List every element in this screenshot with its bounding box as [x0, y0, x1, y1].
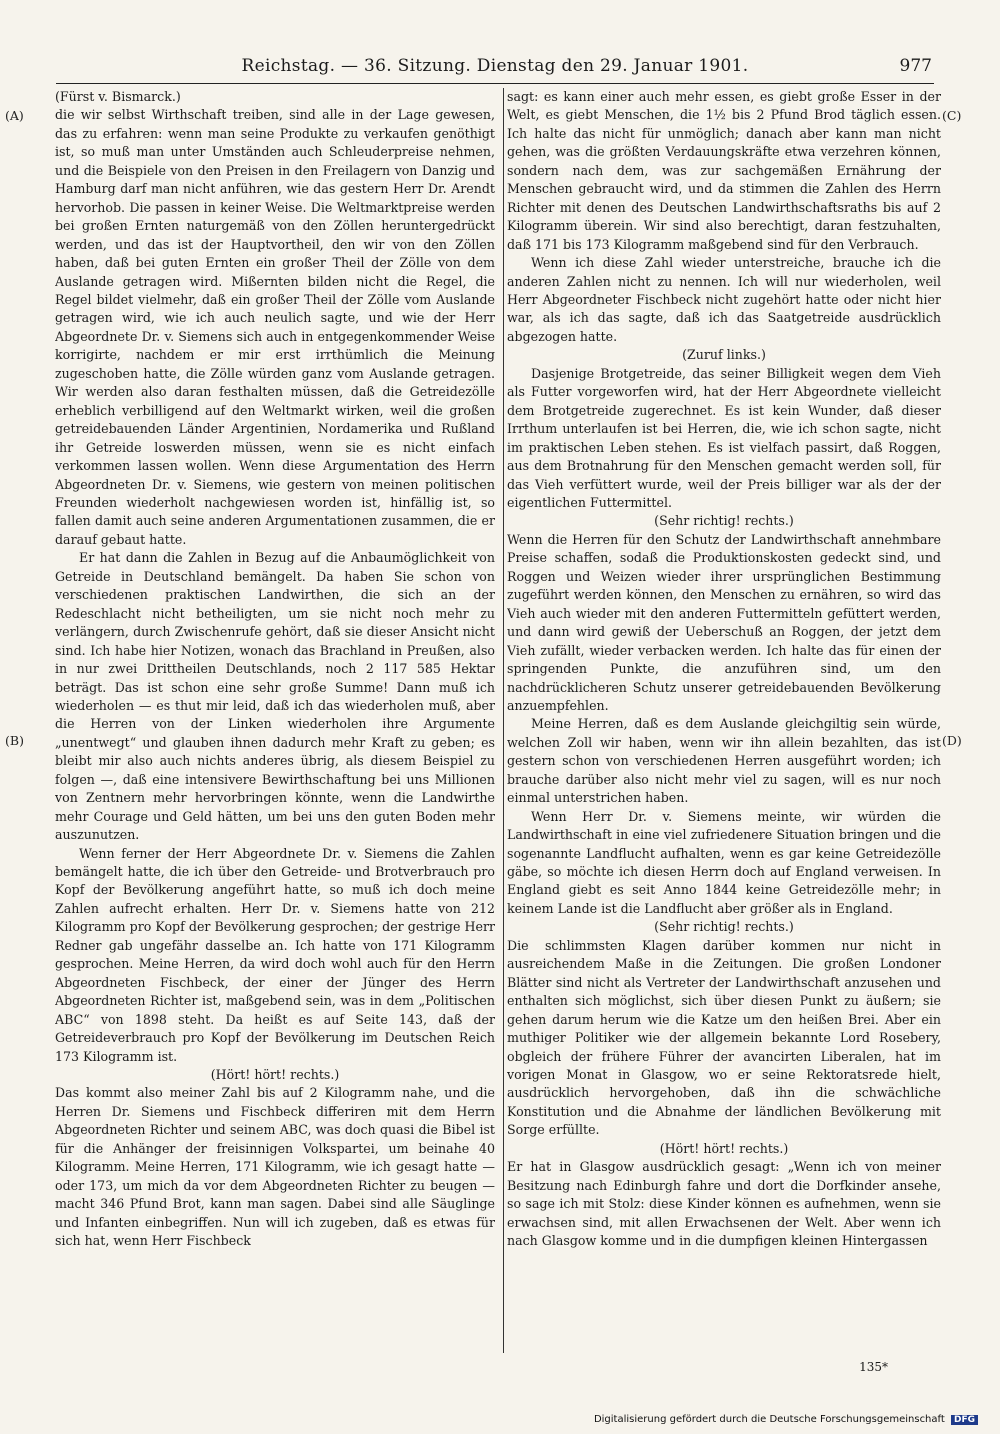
- paragraph: Er hat dann die Zahlen in Bezug auf die Anbaumöglichkeit von Getreide in Deutschland bemängelt. Da haben Sie schon von verschiedenen praktischen Landwirthen, die sich an der Redeschlacht nicht betheiligten, um sie nicht noch mehr zu verlängern, durch Zwischenrufe gehört, daß sie dieser Ansicht nicht sind. Ich habe hier Notizen, wonach das Brachland in Preußen, also in nur zwei Drittheilen Deutschlands, noch 2 117 585 Hektar beträgt. Das ist schon eine sehr große Summe! Dann muß ich wiederholen — es thut mir leid, daß ich das wiederholen muß, aber die Herren von der Linken wiederholen ihre Argumente „unentwegt“ und glauben ihnen dadurch mehr Kraft zu geben; es bleibt mir also auch nichts anderes übrig, als diesem Beispiel zu folgen —, daß eine intensivere Bewirthschaftung bei uns Millionen von Zentnern mehr hervorbringen könnte, wenn die Landwirthe mehr Courage und Geld hätten, um bei uns den guten Boden mehr auszunutzen.: [55, 550, 495, 843]
- left-column: [55, 88, 495, 1353]
- funding-note: [594, 1414, 978, 1425]
- margin-letter-d: (D): [942, 733, 962, 748]
- interjection: (Zuruf links.): [682, 347, 766, 363]
- funding-note-text: Digitalisierung gefördert durch die Deutsche Forschungsgemeinschaft: [593, 1414, 945, 1425]
- paragraph: Die schlimmsten Klagen darüber kommen nur nicht in ausreichendem Maße in die Zeitungen. Die großen Londoner Blätter sind nicht als Vertreter der Landwirthschaft anzusehen und enthalten sich möglichst, sich über diesen Punkt zu äußern; sie gehen darum herum wie die Katze um den heißen Brei. Aber ein muthiger Politiker wie der allgemein bekannte Lord Rosebery, obgleich der frühere Führer der avancirten Liberalen, hat im vorigen Monat in Glasgow, wo er seine Rektoratsrede hielt, ausdrücklich hervorgehoben, daß ihn die schwächliche Konstitution und die Abnahme der ländlichen Bevölkerung mit Sorge erfüllte.: [507, 937, 941, 1138]
- margin-letter-a: (A): [5, 108, 24, 123]
- header-title: Reichstag. — 36. Sitzung. Dienstag den 29. Januar 1901.: [241, 56, 749, 76]
- speaker-label: (Fürst v. Bismarck.): [55, 89, 181, 104]
- dfg-logo: DFG: [951, 1415, 978, 1425]
- paragraph: Meine Herren, daß es dem Auslande gleichgiltig sein würde, welchen Zoll wir haben, wenn wir ihn allein bezahlten, das ist gestern schon von verschiedenen Herren ausgeführt worden; ich brauche darüber also nicht mehr viel zu sagen, will es nur noch einmal unterstrichen haben.: [507, 716, 941, 806]
- paragraph: sagt: es kann einer auch mehr essen, es giebt große Esser in der Welt, es giebt Menschen, die 1½ bis 2 Pfund Brod täglich essen. Ich halte das nicht für unmöglich; danach aber kann man nicht gehen, was die größten Verdauungskräfte etwa verzehren können, sondern nach dem, was zur sachgemäßen Ernährung der Menschen gebraucht wird, und da stimmen die Zahlen des Herrn Richter mit denen des Deutschen Landwirthschaftsraths bis auf 2 Kilogramm überein. Wir sind also berechtigt, daran festzuhalten, daß 171 bis 173 Kilogramm maßgebend sind für den Verbrauch.: [507, 89, 941, 252]
- page-number: 977: [899, 56, 932, 76]
- paragraph: Wenn Herr Dr. v. Siemens meinte, wir würden die Landwirthschaft in eine viel zufriedenere Situation bringen und die sogenannte Landflucht aufhalten, wenn es gar keine Getreidezölle gäbe, so möchte ich diesen Herrn doch auf England verweisen. In England giebt es seit Anno 1844 keine Getreidezölle mehr; in keinem Lande ist die Landflucht aber größer als in England.: [507, 808, 941, 916]
- paragraph: Das kommt also meiner Zahl bis auf 2 Kilogramm nahe, und die Herren Dr. Siemens und Fischbeck differiren mit dem Herrn Abgeordneten Richter und seinem ABC, was doch quasi die Bibel ist für die Anhänger der freisinnigen Volkspartei, um beinahe 40 Kilogramm. Meine Herren, 171 Kilogramm, wie ich gesagt hatte — oder 173, um mich da vor dem Abgeordneten Richter zu beugen — macht 346 Pfund Brot, kann man sagen. Dabei sind alle Säuglinge und Infanten einbegriffen. Nun will ich zugeben, daß es etwas für sich hat, wenn Herr Fischbeck: [55, 1085, 495, 1249]
- page-header: [56, 55, 934, 84]
- paragraph: Dasjenige Brotgetreide, das seiner Billigkeit wegen dem Vieh als Futter vorgeworfen wird, hat der Herr Abgeordnete vielleicht dem Brotgetreide zugerechnet. Es ist kein Wunder, daß dieser Irrthum unterlaufen ist bei Herren, die, wie ich schon sagte, nicht im praktischen Leben stehen. Es ist vielfach passirt, daß Roggen, aus dem Brotnahrung für den Menschen gemacht werden soll, für das Vieh verfüttert wurde, weil der Preis billiger war als der der eigentlichen Futtermittel.: [507, 365, 941, 510]
- paragraph: Wenn ich diese Zahl wieder unterstreiche, brauche ich die anderen Zahlen nicht zu nennen. Ich will nur wiederholen, weil Herr Abgeordneter Fischbeck nicht zugehört hatte oder nicht hier war, als ich das sagte, daß ich das Saatgetreide ausdrücklich abgezogen hatte.: [507, 255, 941, 344]
- margin-letter-c: (C): [942, 108, 962, 123]
- signature-mark: 135*: [859, 1360, 888, 1374]
- interjection: (Sehr richtig! rechts.): [654, 919, 794, 935]
- margin-letter-b: (B): [5, 733, 24, 748]
- column-divider: [503, 88, 504, 1353]
- interjection: (Hört! hört! rechts.): [210, 1067, 340, 1083]
- paragraph: die wir selbst Wirthschaft treiben, sind alle in der Lage gewesen, das zu erfahren: wenn man seine Produkte zu verkaufen genöthigt ist, so muß man unter Umständen auch Schleuderpreise nehmen, und die Beispiele von den Preisen in den Freilagern von Danzig und Hamburg darf man nicht anführen, wie das gestern Herr Dr. Arendt hervorhob. Die passen in keiner Weise. Die Weltmarktpreise werden bei großen Ernten naturgemäß von den Zöllen heruntergedrückt werden, und das ist der Hauptvortheil, den wir von den Zöllen haben, daß bei guten Ernten ein großer Theil der Zölle von dem Auslande getragen wird. Mißernten bilden nicht die Regel, die Regel bildet vielmehr, daß ein großer Theil der Zölle vom Auslande getragen wird, wie ich auch neulich sagte, und wie der Herr Abgeordnete Dr. v. Siemens sich auch in entgegenkommender Weise korrigirte, nachdem er mir erst irrthümlich die Meinung zugeschoben hatte, die Zölle würden ganz vom Auslande getragen. Wir werden also daran festhalten müssen, daß die Getreidezölle erheblich verbilligend auf den Weltmarkt wirken, weil die großen getreidebauenden Länder Argentinien, Nordamerika und Rußland ihr Getreide loswerden müssen, wenn sie es nicht einfach verkommen lassen wollen. Wenn diese Argumentation des Herrn Abgeordneten Dr. v. Siemens, wie gestern von meinen politischen Freunden wiederholt nachgewiesen worden ist, hinfällig ist, so fallen damit auch seine anderen Argumentationen zusammen, die er darauf gebaut hatte.: [55, 107, 495, 547]
- paragraph: Er hat in Glasgow ausdrücklich gesagt: „Wenn ich von meiner Besitzung nach Edinburgh fahre und dort die Dorfkinder ansehe, so sage ich mit Stolz: diese Kinder können es aufnehmen, wenn sie erwachsen sind, mit allen Erwachsenen der Welt. Aber wenn ich nach Glasgow komme und in die dumpfigen kleinen Hintergassen: [507, 1159, 941, 1249]
- interjection: (Hört! hört! rechts.): [659, 1140, 789, 1156]
- text-columns: [55, 88, 941, 1353]
- interjection: (Sehr richtig! rechts.): [654, 513, 794, 529]
- paragraph: Wenn die Herren für den Schutz der Landwirthschaft annehmbare Preise schaffen, sodaß die Produktionskosten gedeckt sind, und Roggen und Weizen wieder ihrer ursprünglichen Bestimmung zugeführt werden können, den Menschen zu ernähren, so wird das Vieh auch wieder mit den anderen Futtermitteln gefüttert werden, und dann wird gewiß der Ueberschuß an Roggen, der jetzt dem Vieh zufällt, wieder verbacken werden. Ich halte das für einen der springenden Punkte, die anzuführen sind, um den nachdrücklicheren Schutz unserer getreidebauenden Bevölkerung anzuempfehlen.: [507, 531, 941, 713]
- right-column: [507, 88, 941, 1353]
- paragraph: Wenn ferner der Herr Abgeordnete Dr. v. Siemens die Zahlen bemängelt hatte, die ich über den Getreide- und Brotverbrauch pro Kopf der Bevölkerung angeführt hatte, so muß ich doch meine Zahlen aufrecht erhalten. Herr Dr. v. Siemens hatte von 212 Kilogramm pro Kopf der Bevölkerung gesprochen; der gestrige Herr Redner gab ungefähr dasselbe an. Ich hatte von 171 Kilogramm gesprochen. Meine Herren, da wird doch wohl auch für den Herrn Abgeordneten Fischbeck, der einer der Jünger des Herrn Abgeordneten Richter ist, maßgebend sein, was in dem „Politischen ABC“ von 1898 steht. Da heißt es auf Seite 143, daß der Getreideverbrauch pro Kopf der Bevölkerung im Deutschen Reich 173 Kilogramm ist.: [55, 845, 495, 1064]
